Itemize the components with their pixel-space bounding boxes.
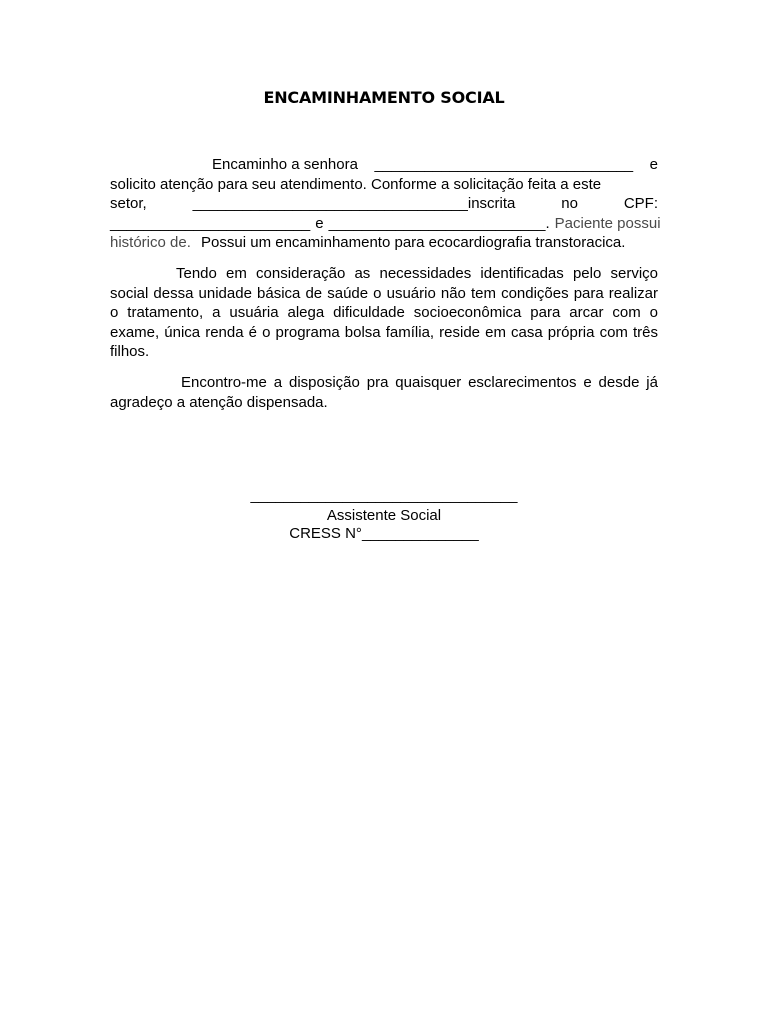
text-setor: setor, [110, 195, 147, 212]
text-connector-e: e [315, 214, 324, 232]
text-paciente-possui: Paciente possui [554, 214, 661, 232]
text-encaminho: Encaminho a senhora [212, 156, 358, 173]
paragraph-line [110, 214, 661, 234]
text-historico: histórico de. [110, 234, 191, 251]
setor-blank: _________________________________inscrita [192, 195, 516, 212]
cpf-blank: ________________________ [110, 214, 311, 232]
text-closing: Encontro-me a disposição pra quaisquer esclarecimentos e desde já agradeço a atenção dispensada. [110, 374, 658, 411]
paragraph-line [110, 175, 658, 195]
paragraph-referral [110, 155, 661, 253]
text-e: e [649, 156, 658, 173]
paragraph-closing [110, 373, 658, 412]
paragraph-line [110, 194, 658, 214]
cress-field [0, 524, 768, 543]
paragraph-line [110, 155, 658, 175]
text-needs: Tendo em consideração as necessidades identificadas pelo serviço social dessa unidade básica de saúde o usuário não tem condições para realizar o tratamento, a usuária alega dificuldade socioeconômica para arcar com o exame, única renda é o programa bolsa família, reside em casa própria com três filhos. [110, 265, 658, 360]
cress-blank: ______________ [361, 525, 479, 542]
paragraph-line [110, 233, 658, 253]
text-encaminhamento-eco: Possui um encaminhamento para ecocardiografia transtoracica. [201, 234, 626, 251]
signature-role: Assistente Social [326, 507, 442, 524]
text-cpf: CPF: [623, 195, 658, 212]
name-blank: _______________________________ [374, 156, 634, 173]
text-no: no [561, 195, 578, 212]
signature-line: ________________________________ [250, 487, 518, 504]
text-solicito: solicito atenção para seu atendimento. Conforme a solicitação feita a este [110, 175, 602, 193]
paragraph-needs [110, 264, 658, 362]
text-segment [110, 155, 358, 175]
document-title: ENCAMINHAMENTO SOCIAL [263, 88, 505, 107]
second-blank: __________________________. [328, 214, 550, 232]
cress-label: CRESS N° [289, 525, 362, 542]
